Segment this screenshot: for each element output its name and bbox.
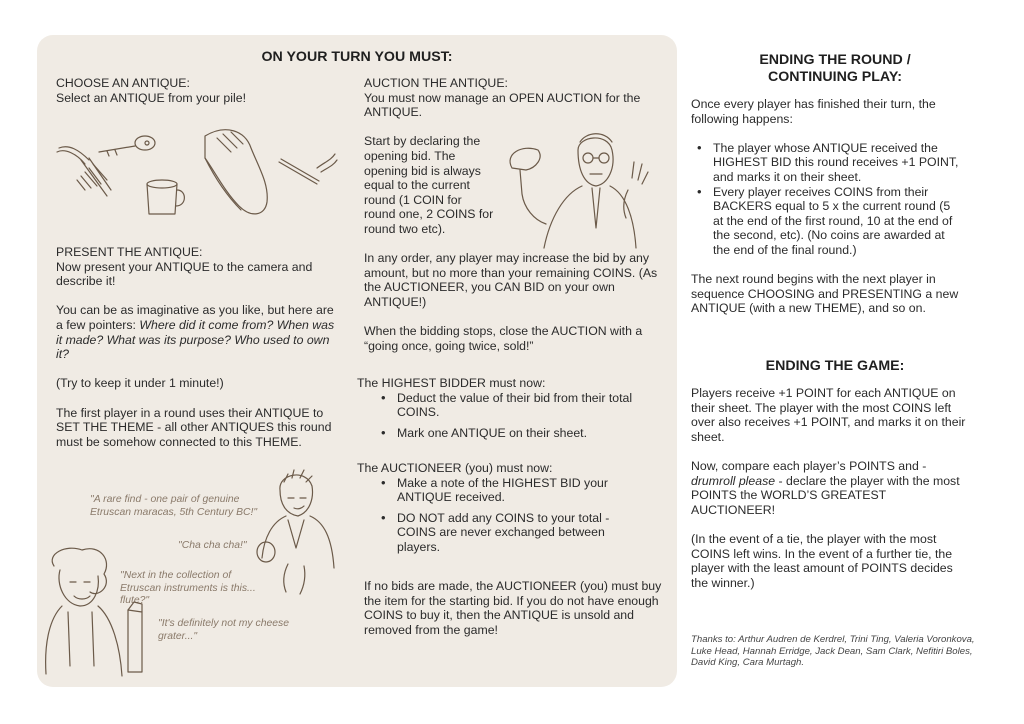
- maracas-man-illustration: [248, 468, 348, 598]
- brush-icon: [57, 147, 111, 196]
- round-title-line1: ENDING THE ROUND /: [759, 52, 911, 68]
- auction-heading: AUCTION THE ANTIQUE:: [364, 76, 508, 90]
- quote-maracas: "A rare find - one pair of genuine Etruscan maracas, 5th Century BC!": [90, 494, 258, 518]
- present-theme-rule: The first player in a round uses their ANTIQUE to SET THE THEME - all other ANTIQUES this round must be somehow connected to this THEME.: [56, 405, 332, 449]
- quote-flute: "Next in the collection of Etruscan instruments is this... flute?": [120, 570, 256, 607]
- highest-bidder-list: [375, 391, 643, 441]
- present-pointers-questions: Where did it come from? When was it made? What was its purpose? Who used to own it?: [56, 317, 335, 362]
- auctioneer-list: [375, 476, 627, 555]
- quote-cha-cha: "Cha cha cha!": [178, 540, 247, 551]
- present-section: [56, 245, 338, 449]
- game-title: ENDING THE GAME:: [765, 358, 905, 374]
- auctioneer-section: [357, 461, 657, 555]
- game-points: Players receive +1 POINT for each ANTIQUE on their sheet. The player with the most COINS left over also receives +1 POINT, and marks it on their sheet.: [691, 386, 966, 444]
- auctioneer-heading: The AUCTIONEER (you) must now:: [357, 461, 553, 475]
- highest-bidder-section: [357, 376, 657, 440]
- auction-close: When the bidding stops, close the AUCTION with a “going once, going twice, sold!”: [364, 324, 643, 353]
- present-pointers-plain: You can be as imaginative as you like, but here are a few pointers:: [56, 303, 334, 332]
- present-pointers: [56, 303, 338, 361]
- highest-bidder-heading: The HIGHEST BIDDER must now:: [357, 376, 546, 390]
- flute-woman-illustration: [42, 546, 152, 686]
- mug-icon: [147, 180, 184, 214]
- quote-cheese-grater: "It's definitely not my cheese grater...": [158, 618, 289, 642]
- auction-opening-bid: Start by declaring the opening bid. The opening bid is always equal to the current round (1 COIN for round one, 2 COINS for round two etc).: [364, 134, 494, 236]
- auctioneer-illustration: [500, 128, 650, 250]
- choose-heading: CHOOSE AN ANTIQUE:: [56, 76, 190, 90]
- game-section: [691, 386, 969, 590]
- list-item: • Mark one ANTIQUE on their sheet.: [375, 426, 643, 441]
- present-body: Now present your ANTIQUE to the camera and describe it!: [56, 259, 313, 289]
- thanks-credits: Thanks to: Arthur Audren de Kerdrel, Trini Ting, Valeria Voronkova, Luke Head, Hannah Erridge, Jack Dean, Sam Clark, Nefitiri Boles, David King, Cara Murtagh.: [691, 634, 975, 669]
- game-winner: [691, 459, 969, 517]
- present-time-limit: (Try to keep it under 1 minute!): [56, 376, 224, 391]
- list-item: • The player whose ANTIQUE received the HIGHEST BID this round receives +1 POINT, and marks it on their sheet.: [691, 141, 963, 185]
- choose-body: Select an ANTIQUE from your pile!: [56, 90, 246, 105]
- game-tie-rule: (In the event of a tie, the player with the most COINS left wins. In the event of a further tie, the player with the least amount of POINTS decides the winner.): [691, 531, 953, 590]
- pen-icon: [279, 154, 337, 184]
- present-heading: PRESENT THE ANTIQUE:: [56, 245, 203, 259]
- round-list: [691, 141, 963, 258]
- game-winner-b: - declare the player with the most POINTS the WORLD’S GREATEST AUCTIONEER!: [691, 473, 960, 517]
- choose-section: [56, 76, 336, 105]
- no-bids-rule: If no bids are made, the AUCTIONEER (you) must buy the item for the starting bid. If you do not have enough COINS to buy it, then the ANTIQUE is unsold and removed from the game!: [364, 579, 662, 637]
- list-item: • Every player receives COINS from their BACKERS equal to 5 x the current round (5 at the end of the first round, 10 at the end of the second, etc). (No coins are awarded at the end of the final round.): [691, 185, 963, 258]
- round-title-line2: CONTINUING PLAY:: [768, 69, 902, 85]
- shoe-icon: [205, 130, 267, 214]
- key-icon: [99, 136, 155, 156]
- round-section: [691, 97, 971, 316]
- round-next: The next round begins with the next player in sequence CHOOSING and PRESENTING a new ANTIQUE (with a new THEME), and so on.: [691, 272, 959, 316]
- antiques-sketch: [55, 118, 345, 218]
- list-item: • Deduct the value of their bid from their total COINS.: [375, 391, 643, 420]
- auction-bidding-rules: In any order, any player may increase the bid by any amount, but no more than your remaining COINS. (As the AUCTIONEER, you CAN BID on your own ANTIQUE!): [364, 251, 658, 309]
- turn-title: ON YOUR TURN YOU MUST:: [261, 49, 453, 65]
- game-winner-drumroll: drumroll please: [691, 473, 776, 488]
- auction-intro: You must now manage an OPEN AUCTION for the ANTIQUE.: [364, 90, 641, 120]
- list-item: • Make a note of the HIGHEST BID your ANTIQUE received.: [375, 476, 627, 505]
- round-intro: Once every player has finished their turn, the following happens:: [691, 97, 936, 126]
- list-item: • DO NOT add any COINS to your total - COINS are never exchanged between players.: [375, 511, 627, 555]
- round-title: [690, 52, 980, 86]
- game-winner-a: Now, compare each player’s POINTS and -: [691, 458, 927, 473]
